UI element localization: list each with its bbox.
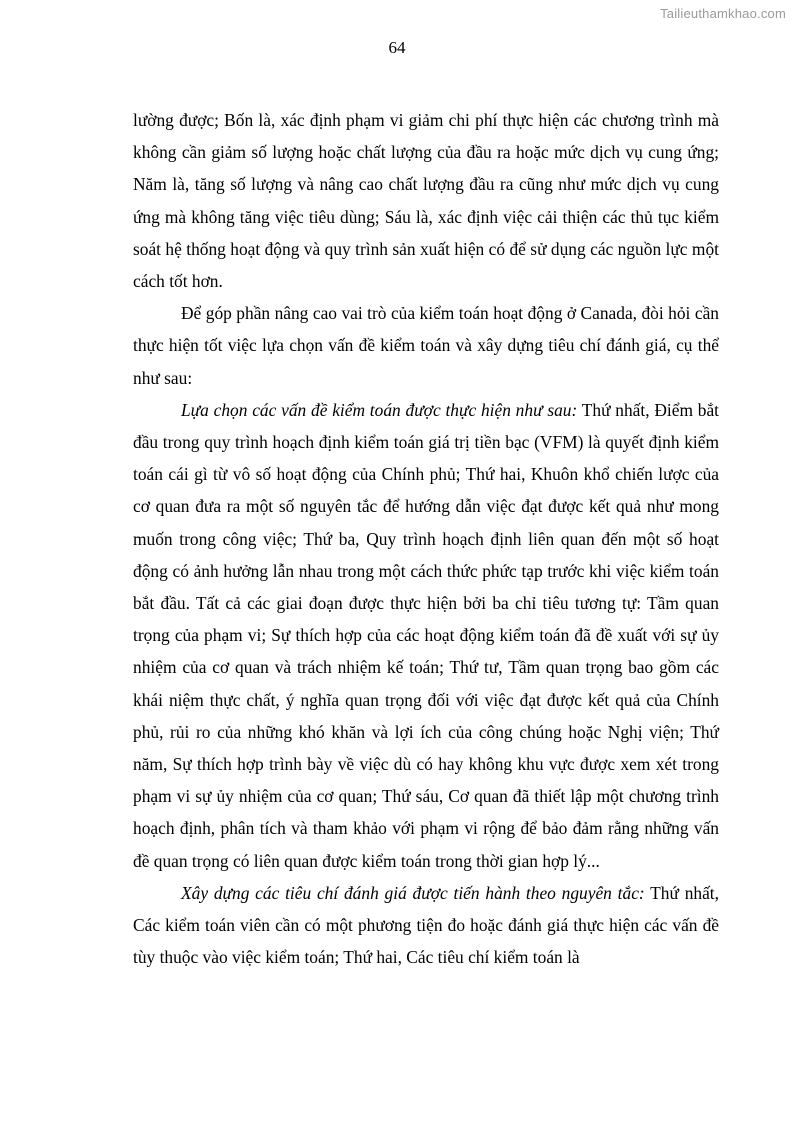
paragraph-text: Thứ nhất, Các kiểm toán viên cần có một phương tiện đo hoặc đánh giá thực hiện các vấn đề tùy thuộc vào việc kiểm toán; Thứ hai, Các tiêu chí kiểm toán là <box>133 882 719 968</box>
document-body <box>133 104 719 973</box>
paragraph-audit-selection <box>133 394 719 877</box>
paragraph-continuation <box>133 104 719 297</box>
paragraph-text: lường được; Bốn là, xác định phạm vi giảm chi phí thực hiện các chương trình mà không cần giảm số lượng hoặc chất lượng của đầu ra hoặc mức dịch vụ cung ứng; Năm là, tăng số lượng và nâng cao chất lượng đầu ra cũng như mức dịch vụ cung ứng mà không tăng việc tiêu dùng; Sáu là, xác định việc cải thiện các thủ tục kiểm soát hệ thống hoạt động và quy trình sản xuất hiện có để sử dụng các nguồn lực một cách tốt hơn. <box>133 110 719 292</box>
paragraph-text: Thứ nhất, Điểm bắt đầu trong quy trình hoạch định kiểm toán giá trị tiền bạc (VFM) là quyết định kiểm toán cái gì từ vô số hoạt động của Chính phủ; Thứ hai, Khuôn khổ chiến lược của cơ quan đưa ra một số nguyên tắc để hướng dẫn việc đạt được kết quả như mong muốn trong công việc; Thứ ba, Quy trình hoạch định liên quan đến một số hoạt động có ảnh hưởng lẫn nhau trong một cách thức phức tạp trước khi việc kiểm toán bắt đầu. Tất cả các giai đoạn được thực hiện bởi ba chỉ tiêu tương tự: Tầm quan trọng của phạm vi; Sự thích hợp của các hoạt động kiểm toán đã đề xuất với sự ủy nhiệm của cơ quan và trách nhiệm kế toán; Thứ tư, Tầm quan trọng bao gồm các khái niệm thực chất, ý nghĩa quan trọng đối với việc đạt được kết quả của Chính phủ, rủi ro của những khó khăn và lợi ích của công chúng hoặc Nghị viện; Thứ năm, Sự thích hợp trình bày về việc dù có hay không khu vực được xem xét trong phạm vi sự ủy nhiệm của cơ quan; Thứ sáu, Cơ quan đã thiết lập một chương trình hoạch định, phân tích và tham khảo với phạm vi rộng để bảo đảm rằng những vấn đề quan trọng có liên quan được kiểm toán trong thời gian hợp lý... <box>133 399 720 871</box>
paragraph-intro <box>133 297 719 394</box>
paragraph-lead-italic: Lựa chọn các vấn đề kiểm toán được thực hiện như sau: <box>181 399 578 420</box>
page-number: 64 <box>388 38 406 57</box>
paragraph-text: Để góp phần nâng cao vai trò của kiểm toán hoạt động ở Canada, đòi hỏi cần thực hiện tốt việc lựa chọn vấn đề kiểm toán và xây dựng tiêu chí đánh giá, cụ thể như sau: <box>133 303 719 388</box>
paragraph-lead-italic: Xây dựng các tiêu chí đánh giá được tiến hành theo nguyên tắc: <box>181 882 645 903</box>
paragraph-criteria <box>133 877 719 974</box>
watermark: Tailieuthamkhao.com <box>660 6 786 21</box>
